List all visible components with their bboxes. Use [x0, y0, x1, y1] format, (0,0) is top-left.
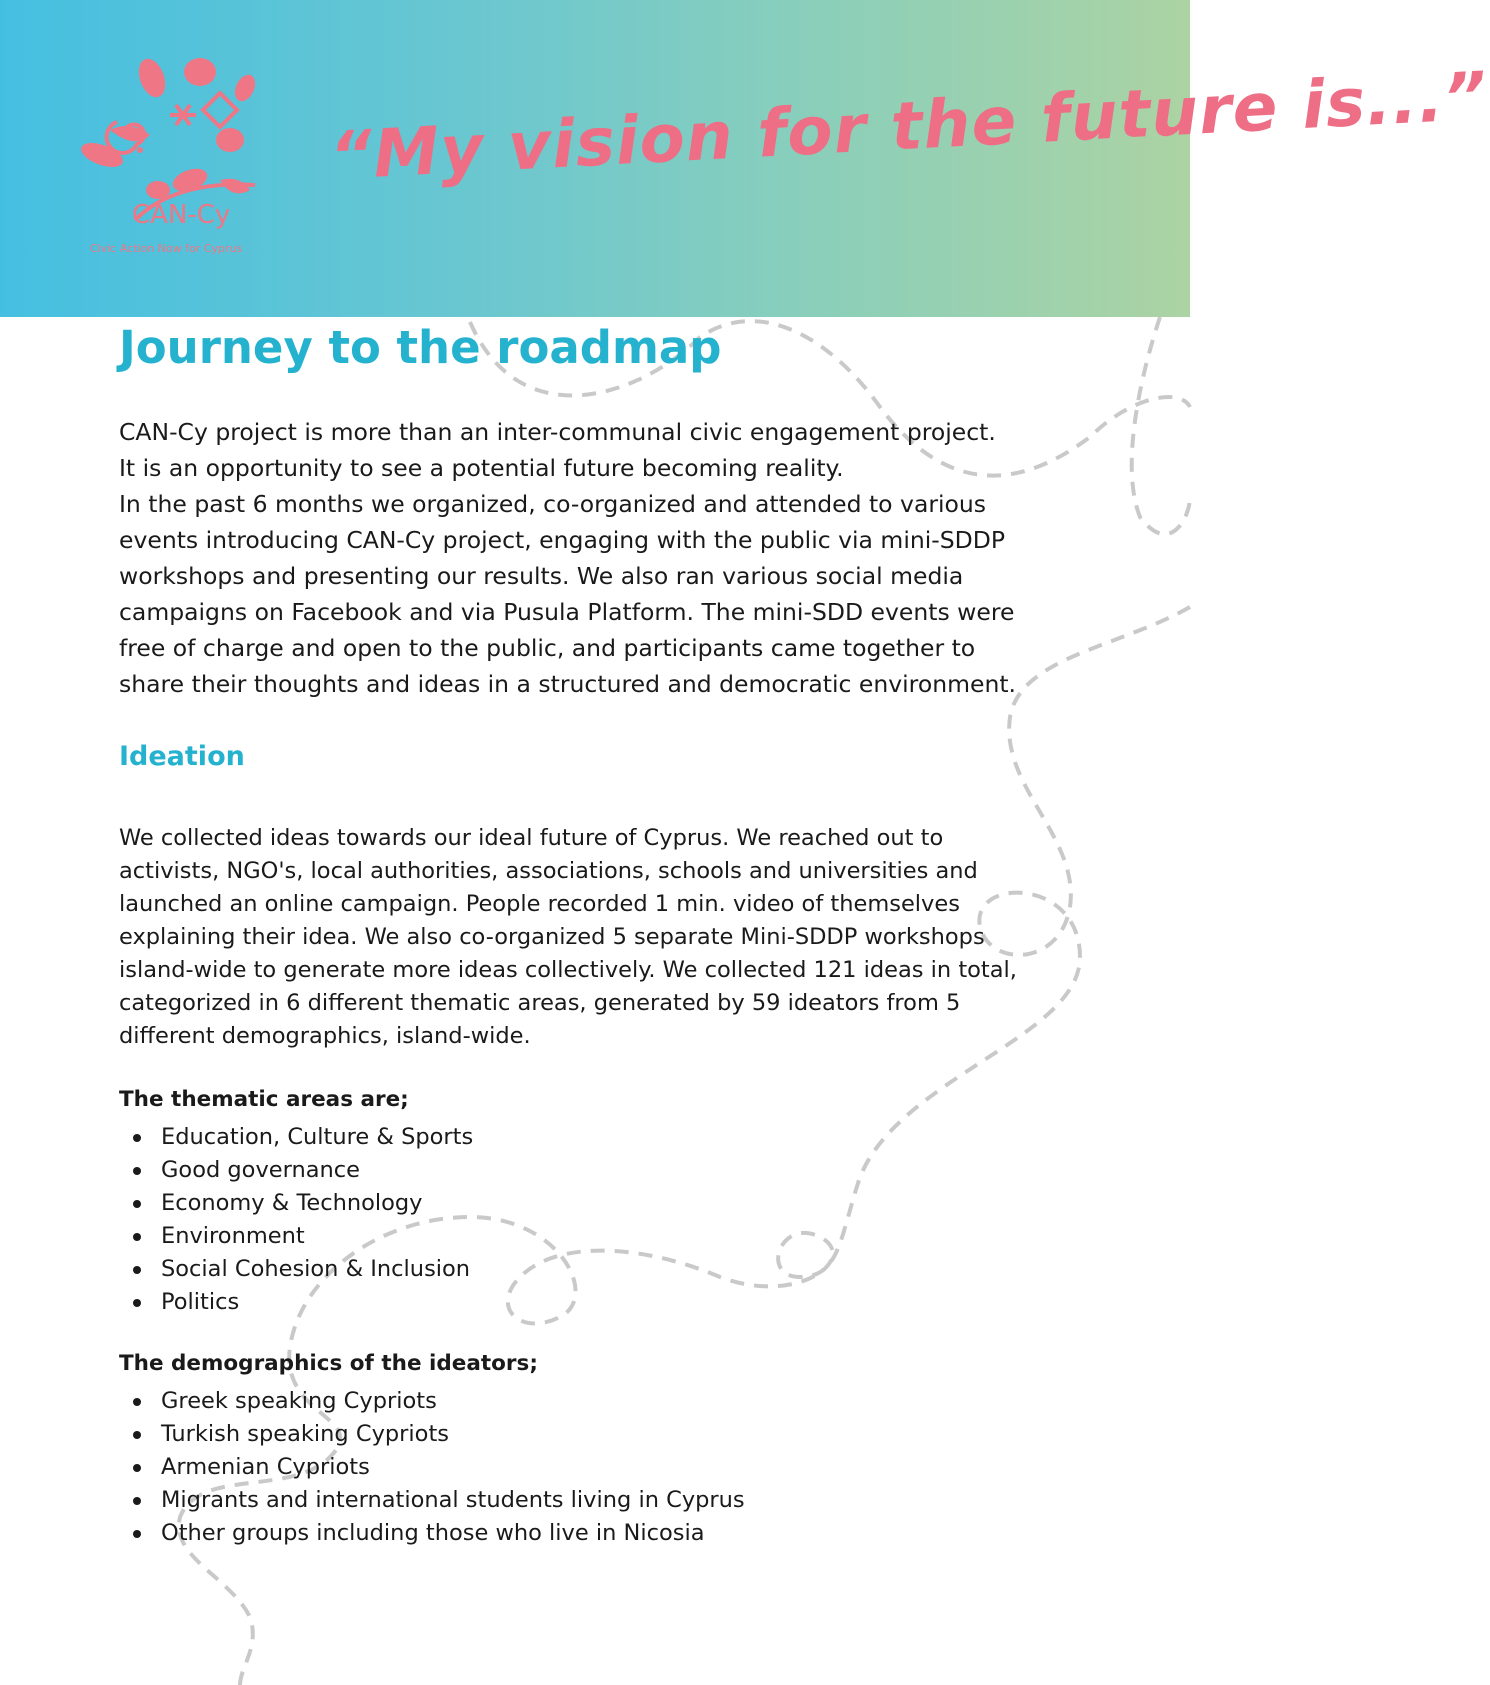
logo-tagline: Civic Action Now for Cyprus: [90, 242, 243, 255]
ideation-line: activists, NGO's, local authorities, associations, schools and universities and: [119, 858, 978, 884]
demographics-title: The demographics of the ideators;: [119, 1351, 538, 1376]
ideation-heading: Ideation: [119, 741, 245, 772]
list-item: [119, 1121, 473, 1154]
ideation-line: categorized in 6 different thematic areas, generated by 59 ideators from 5: [119, 990, 961, 1016]
list-item-label: Economy & Technology: [161, 1190, 423, 1216]
list-item-label: Good governance: [161, 1157, 360, 1183]
ideation-line: explaining their idea. We also co-organized 5 separate Mini-SDDP workshops: [119, 924, 985, 950]
list-item: [119, 1517, 745, 1550]
thematic-areas-title: The thematic areas are;: [119, 1087, 409, 1112]
bullet-icon: [133, 1134, 141, 1142]
intro-line: In the past 6 months we organized, co-organized and attended to various: [119, 490, 987, 518]
list-item: [119, 1187, 473, 1220]
intro-line: free of charge and open to the public, and participants came together to: [119, 634, 976, 662]
intro-line: share their thoughts and ideas in a structured and democratic environment.: [119, 670, 1017, 698]
list-item: [119, 1253, 473, 1286]
header-banner: [0, 0, 1490, 317]
bullet-icon: [133, 1167, 141, 1175]
page-title: Journey to the roadmap: [119, 321, 722, 374]
list-item-label: Politics: [161, 1289, 240, 1315]
list-item: [119, 1385, 745, 1418]
ideation-line: launched an online campaign. People recorded 1 min. video of themselves: [119, 891, 960, 917]
list-item: [119, 1220, 473, 1253]
ideation-line: island-wide to generate more ideas collectively. We collected 121 ideas in total,: [119, 957, 1017, 983]
list-item-label: Armenian Cypriots: [161, 1454, 370, 1480]
list-item-label: Other groups including those who live in Nicosia: [161, 1520, 705, 1546]
ideation-line: We collected ideas towards our ideal future of Cyprus. We reached out to: [119, 825, 944, 851]
intro-line: events introducing CAN-Cy project, engaging with the public via mini-SDDP: [119, 526, 1006, 554]
intro-paragraph: [119, 414, 1079, 702]
bullet-icon: [133, 1464, 141, 1472]
demographics-list: [119, 1385, 745, 1550]
list-item: [119, 1451, 745, 1484]
bullet-icon: [133, 1233, 141, 1241]
intro-line: campaigns on Facebook and via Pusula Platform. The mini-SDD events were: [119, 598, 1015, 626]
list-item: [119, 1154, 473, 1187]
intro-line: workshops and presenting our results. We also ran various social media: [119, 562, 964, 590]
bullet-icon: [133, 1398, 141, 1406]
bullet-icon: [133, 1299, 141, 1307]
list-item-label: Education, Culture & Sports: [161, 1124, 474, 1150]
bullet-icon: [133, 1431, 141, 1439]
thematic-areas-list: [119, 1121, 473, 1319]
list-item-label: Environment: [161, 1223, 305, 1249]
bullet-icon: [133, 1266, 141, 1274]
bullet-icon: [133, 1530, 141, 1538]
intro-line: It is an opportunity to see a potential future becoming reality.: [119, 454, 844, 482]
list-item-label: Social Cohesion & Inclusion: [161, 1256, 471, 1282]
intro-line: CAN-Cy project is more than an inter-communal civic engagement project.: [119, 418, 996, 446]
slogan-heading: “My vision for the future is...”: [327, 57, 1490, 195]
list-item: [119, 1484, 745, 1517]
list-item-label: Migrants and international students living in Cyprus: [161, 1487, 745, 1513]
bullet-icon: [133, 1497, 141, 1505]
ideation-line: different demographics, island-wide.: [119, 1023, 531, 1049]
list-item-label: Turkish speaking Cypriots: [161, 1421, 449, 1447]
list-item: [119, 1418, 745, 1451]
bullet-icon: [133, 1200, 141, 1208]
ideation-paragraph: [119, 822, 1079, 1053]
list-item: [119, 1286, 473, 1319]
list-item-label: Greek speaking Cypriots: [161, 1388, 437, 1414]
logo-name: CAN-Cy: [132, 200, 231, 230]
